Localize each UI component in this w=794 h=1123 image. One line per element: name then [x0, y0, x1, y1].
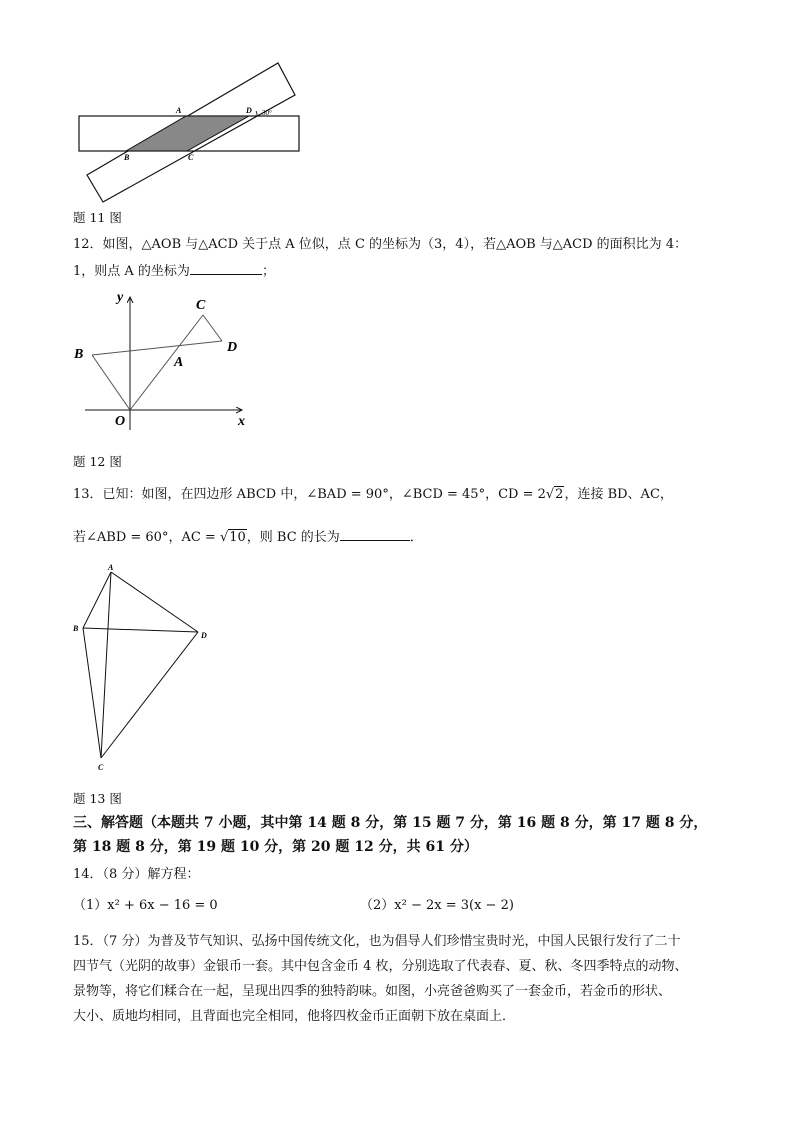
- q13-line1-text: 13．已知：如图，在四边形 ABCD 中，∠BAD = 90°，∠BCD = 45°，CD = 2: [73, 487, 546, 502]
- label-D: D: [227, 340, 238, 355]
- q13-line2: [73, 528, 423, 547]
- q15-line4: 大小、质地均相同，且背面也完全相同，他将四枚金币正面朝下放在桌面上．: [73, 1009, 516, 1024]
- figure-12: [70, 285, 260, 435]
- q12-line1: 12．如图，△AOB 与△ACD 关于点 A 位似，点 C 的坐标为（3，4），若△AOB 与△ACD 的面积比为 4：: [73, 237, 688, 252]
- label-x: x: [238, 414, 245, 429]
- q15-line3: 景物等，将它们糅合在一起，呈现出四季的独特韵味。如图，小亮爸爸购买了一套金币，若金币的形状、: [73, 984, 672, 999]
- q13-answer-blank[interactable]: [340, 528, 410, 541]
- label-A: A: [108, 563, 114, 572]
- sqrt-2: √2: [545, 487, 564, 502]
- label-angle: 30°: [262, 109, 272, 117]
- q14-part1: （1）x² + 6x − 16 = 0: [73, 898, 218, 913]
- shaded-parallelogram: [126, 116, 249, 151]
- q15-line1: 15．（7 分）为普及节气知识、弘扬中国传统文化，也为倡导人们珍惜宝贵时光，中国人民银行发行了二十: [73, 934, 681, 949]
- q13-line1-end: ，连接 BD、AC，: [564, 487, 673, 502]
- q12-line2-end: ；: [261, 264, 275, 279]
- label-A: A: [174, 355, 184, 370]
- q12-line2-text: 1，则点 A 的坐标为: [73, 264, 190, 279]
- label-C: C: [196, 298, 206, 313]
- label-A: A: [176, 106, 182, 115]
- section3-heading-line2: 第 18 题 8 分，第 19 题 10 分，第 20 题 12 分，共 61 分）: [73, 839, 478, 855]
- figure-11: [70, 60, 320, 210]
- q13-line2-end: ．: [409, 530, 423, 545]
- label-B: B: [73, 624, 79, 633]
- fig13-caption: 题 13 图: [73, 791, 122, 806]
- q12-answer-blank[interactable]: [190, 262, 262, 275]
- q13-line1: [73, 486, 673, 504]
- section3-heading-line1: 三、解答题（本题共 7 小题，其中第 14 题 8 分，第 15 题 7 分，第 16 题 8 分，第 17 题 8 分，: [73, 815, 708, 831]
- angle-mark: [256, 111, 257, 116]
- q13-line2-text: 若∠ABD = 60°，AC =: [73, 530, 220, 545]
- label-D: D: [201, 631, 207, 640]
- figure-13: [70, 562, 220, 777]
- q14-title: 14．（8 分）解方程：: [73, 867, 200, 882]
- label-C: C: [98, 763, 104, 772]
- fig11-caption: 题 11 图: [73, 210, 122, 225]
- q12-line2: [73, 262, 275, 281]
- fig12-caption: 题 12 图: [73, 454, 122, 469]
- sqrt-10: √10: [219, 530, 246, 545]
- label-D: D: [246, 106, 252, 115]
- label-B: B: [124, 153, 130, 162]
- q14-part2: （2）x² − 2x = 3(x − 2): [360, 898, 514, 913]
- label-y: y: [117, 290, 124, 305]
- label-C: C: [188, 153, 194, 162]
- label-O: O: [115, 414, 126, 429]
- label-B: B: [74, 347, 84, 362]
- q13-line2-mid: ，则 BC 的长为: [246, 530, 340, 545]
- q15-line2: 四节气（光阴的故事）金银币一套。其中包含金币 4 枚，分别选取了代表春、夏、秋、冬四季特点的动物、: [73, 959, 688, 974]
